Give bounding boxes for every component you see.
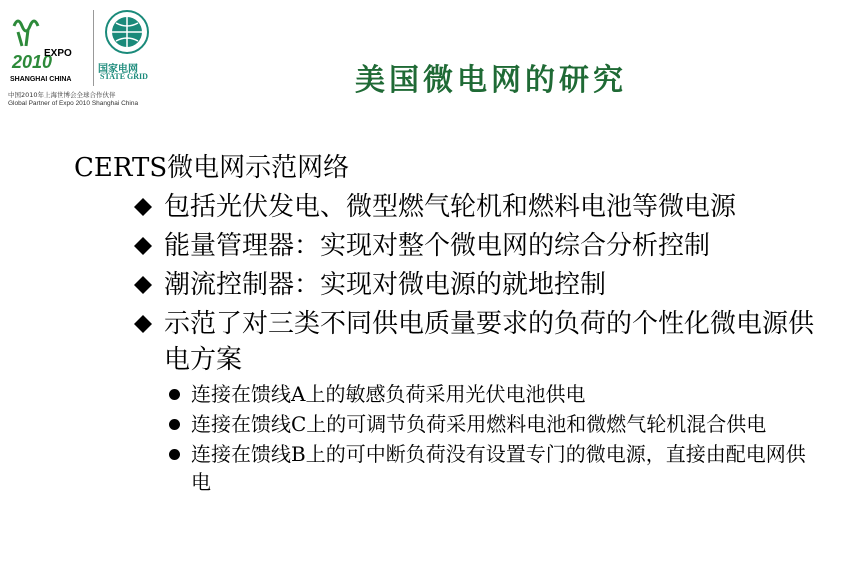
round-bullet-icon [169, 389, 180, 400]
partner-caption-cn: 中国2010年上海世博会全球合作伙伴 [8, 91, 116, 99]
bullet-item [134, 306, 814, 378]
svg-text:2010: 2010 [12, 52, 53, 72]
diamond-bullet-icon [134, 276, 152, 294]
sub-bullet-item [169, 380, 814, 408]
bullet-text: 能量管理器：实现对整个微电网的综合分析控制 [164, 231, 711, 261]
section-heading: CERTS微电网示范网络 [74, 153, 350, 183]
bullet-text: 示范了对三类不同供电质量要求的负荷的个性化微电源供电方案 [164, 309, 815, 375]
logo-divider [93, 10, 94, 86]
bullet-item [134, 228, 814, 264]
state-grid-name-en: STATE GRID [100, 72, 148, 81]
diamond-bullet-icon [134, 198, 152, 216]
state-grid-name-cn: 国家电网 [98, 64, 138, 75]
partner-caption-en: Global Partner of Expo 2010 Shanghai China [8, 100, 139, 107]
bullet-text: 包括光伏发电、微型燃气轮机和燃料电池等微电源 [164, 192, 737, 222]
sub-bullet-text: 连接在馈线A上的敏感负荷采用光伏电池供电 [191, 382, 586, 406]
expo-word: EXPO [44, 48, 72, 59]
diamond-bullet-icon [134, 315, 152, 333]
bullet-item [134, 267, 814, 303]
sub-bullet-text: 连接在馈线B上的可中断负荷没有设置专门的微电源，直接由配电网供电 [191, 442, 806, 494]
round-bullet-icon [169, 449, 180, 460]
sub-bullet-item [169, 440, 814, 496]
bullet-item [134, 189, 814, 225]
state-grid-logo-icon [103, 8, 151, 56]
expo-city: SHANGHAI CHINA [10, 76, 72, 83]
slide-content [74, 150, 814, 496]
bullet-text: 潮流控制器：实现对微电源的就地控制 [164, 270, 607, 300]
slide-title: 美国微电网的研究 [355, 63, 627, 98]
sub-bullet-text: 连接在馈线C上的可调节负荷采用燃料电池和微燃气轮机混合供电 [191, 412, 767, 436]
sub-bullet-item [169, 410, 814, 438]
diamond-bullet-icon [134, 237, 152, 255]
round-bullet-icon [169, 419, 180, 430]
logo-block [8, 8, 158, 108]
